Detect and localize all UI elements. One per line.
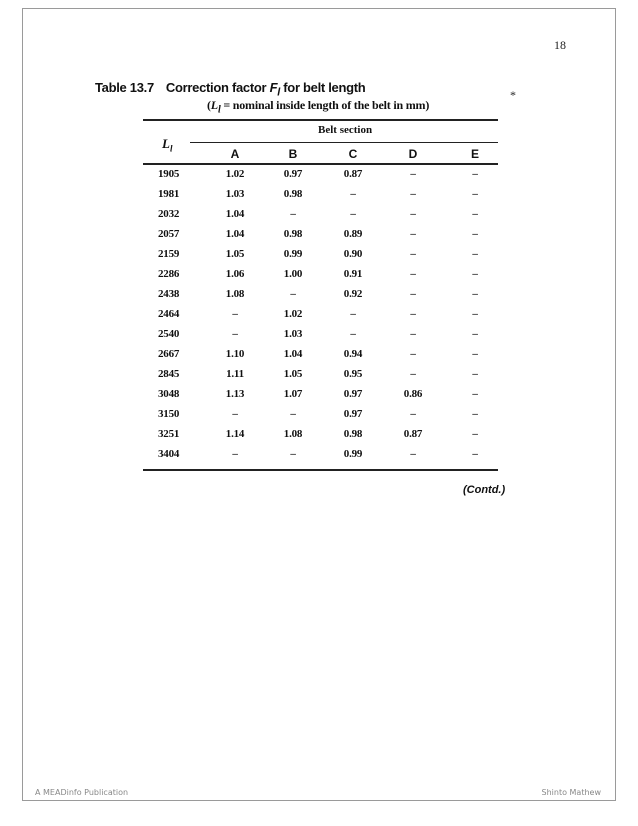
table-cell: 0.98: [283, 188, 303, 200]
row-length-cell: 3404: [158, 448, 180, 460]
table-cell: –: [410, 228, 416, 240]
table-cell: –: [232, 328, 238, 340]
table-subtitle: [207, 98, 429, 115]
table-cell: 1.08: [225, 288, 245, 300]
table-cell: –: [472, 368, 478, 380]
table-cell: 0.95: [343, 368, 363, 380]
row-length-cell: 2159: [158, 248, 180, 260]
table-cell: –: [410, 448, 416, 460]
table-cell: –: [472, 188, 478, 200]
table-cell: 1.02: [283, 308, 303, 320]
table-cell: –: [472, 228, 478, 240]
table-cell: –: [410, 168, 416, 180]
table-cell: 1.06: [225, 268, 245, 280]
margin-mark: *: [510, 88, 516, 102]
table-number: Table 13.7: [95, 80, 154, 95]
footer-publisher: A MEADinfo Publication: [35, 788, 129, 797]
table-cell: –: [472, 168, 478, 180]
table-cell: 1.14: [225, 428, 245, 440]
row-length-cell: 2845: [158, 368, 180, 380]
table-cell: –: [232, 308, 238, 320]
table-cell: 1.10: [225, 348, 245, 360]
group-header: Belt section: [318, 124, 373, 136]
table-cell: –: [232, 448, 238, 460]
row-length-cell: 2057: [158, 228, 180, 240]
subtitle-text: = nominal inside length of the belt in mm): [220, 98, 430, 112]
row-length-cell: 2438: [158, 288, 180, 300]
subtitle-symbol-sub: l: [217, 104, 221, 116]
row-length-cell: 1905: [158, 168, 180, 180]
table-title-prefix: Correction factor: [165, 80, 270, 95]
table-cell: –: [410, 288, 416, 300]
row-length-cell: 1981: [158, 188, 180, 200]
continued-label: (Contd.): [463, 484, 506, 496]
row-length-cell: 2540: [158, 328, 180, 340]
table-cell: 0.86: [403, 388, 423, 400]
table-cell: 1.02: [225, 168, 245, 180]
table-cell: 0.87: [403, 428, 423, 440]
row-header-symbol: L: [162, 136, 170, 151]
table-cell: 1.13: [225, 388, 245, 400]
table-cell: –: [410, 328, 416, 340]
table-cell: 0.97: [283, 168, 303, 180]
table-cell: –: [472, 388, 478, 400]
row-length-cell: 2032: [158, 208, 180, 220]
table-cell: 0.97: [343, 408, 363, 420]
table-cell: 1.03: [225, 188, 245, 200]
table-cell: 1.04: [283, 348, 303, 360]
table-cell: 0.87: [343, 168, 363, 180]
table-cell: –: [410, 408, 416, 420]
table-cell: 0.94: [343, 348, 363, 360]
row-length-cell: 2464: [158, 308, 180, 320]
table-cell: –: [290, 288, 296, 300]
table-cell: 1.08: [283, 428, 303, 440]
table-cell: 0.92: [343, 288, 363, 300]
table-cell: 0.98: [343, 428, 363, 440]
table-cell: –: [410, 368, 416, 380]
subtitle-symbol: L: [210, 98, 218, 112]
column-header-d: D: [408, 147, 418, 161]
table-cell: 1.07: [283, 388, 303, 400]
table-cell: –: [350, 328, 356, 340]
table-cell: –: [410, 308, 416, 320]
table-cell: –: [410, 348, 416, 360]
table-title-symbol-sub: l: [277, 86, 280, 99]
row-length-cell: 3048: [158, 388, 180, 400]
table-bottom-rule: [143, 469, 498, 471]
table-cell: 1.04: [225, 228, 245, 240]
table-cell: 0.99: [283, 248, 303, 260]
column-header-e: E: [470, 147, 479, 161]
table-cell: 1.04: [225, 208, 245, 220]
table-cell: –: [290, 448, 296, 460]
table-cell: 0.90: [343, 248, 363, 260]
table-cell: 0.91: [343, 268, 363, 280]
table-cell: –: [410, 248, 416, 260]
table-cell: –: [472, 428, 478, 440]
table-cell: –: [410, 188, 416, 200]
table-cell: 1.03: [283, 328, 303, 340]
table-cell: 0.98: [283, 228, 303, 240]
table-title: [95, 80, 365, 99]
group-header-rule: [190, 142, 498, 143]
table-cell: –: [350, 188, 356, 200]
row-length-cell: 3251: [158, 428, 180, 440]
column-header-a: A: [230, 147, 240, 161]
row-header-sub: l: [169, 143, 173, 154]
column-header-c: C: [348, 147, 358, 161]
row-length-cell: 3150: [158, 408, 180, 420]
table-cell: –: [232, 408, 238, 420]
table-cell: –: [472, 288, 478, 300]
table-cell: 0.89: [343, 228, 363, 240]
table-cell: –: [350, 208, 356, 220]
table-cell: 1.05: [225, 248, 245, 260]
table-title-symbol: F: [269, 80, 278, 95]
table-cell: –: [290, 408, 296, 420]
table-cell: –: [350, 308, 356, 320]
table-cell: 0.99: [343, 448, 363, 460]
table-cell: –: [472, 268, 478, 280]
table-cell: –: [472, 408, 478, 420]
table-cell: –: [472, 448, 478, 460]
header-bottom-rule: [143, 163, 498, 165]
table-cell: –: [410, 268, 416, 280]
table-cell: –: [472, 248, 478, 260]
page-number: 18: [554, 38, 566, 52]
table-cell: –: [472, 348, 478, 360]
table-title-suffix: for belt length: [279, 80, 366, 95]
column-header-b: B: [288, 147, 298, 161]
table-cell: –: [472, 308, 478, 320]
table-cell: 0.97: [343, 388, 363, 400]
table-cell: 1.00: [283, 268, 303, 280]
table-cell: –: [472, 328, 478, 340]
footer-author: Shinto Mathew: [541, 788, 601, 797]
table-cell: –: [472, 208, 478, 220]
table-cell: 1.05: [283, 368, 303, 380]
table-cell: –: [290, 208, 296, 220]
subtitle-open: (: [207, 98, 211, 112]
row-length-cell: 2286: [158, 268, 180, 280]
row-length-cell: 2667: [158, 348, 180, 360]
table-cell: –: [410, 208, 416, 220]
table-cell: 1.11: [226, 368, 244, 380]
row-header: [162, 136, 172, 154]
table-top-rule: [143, 119, 498, 121]
